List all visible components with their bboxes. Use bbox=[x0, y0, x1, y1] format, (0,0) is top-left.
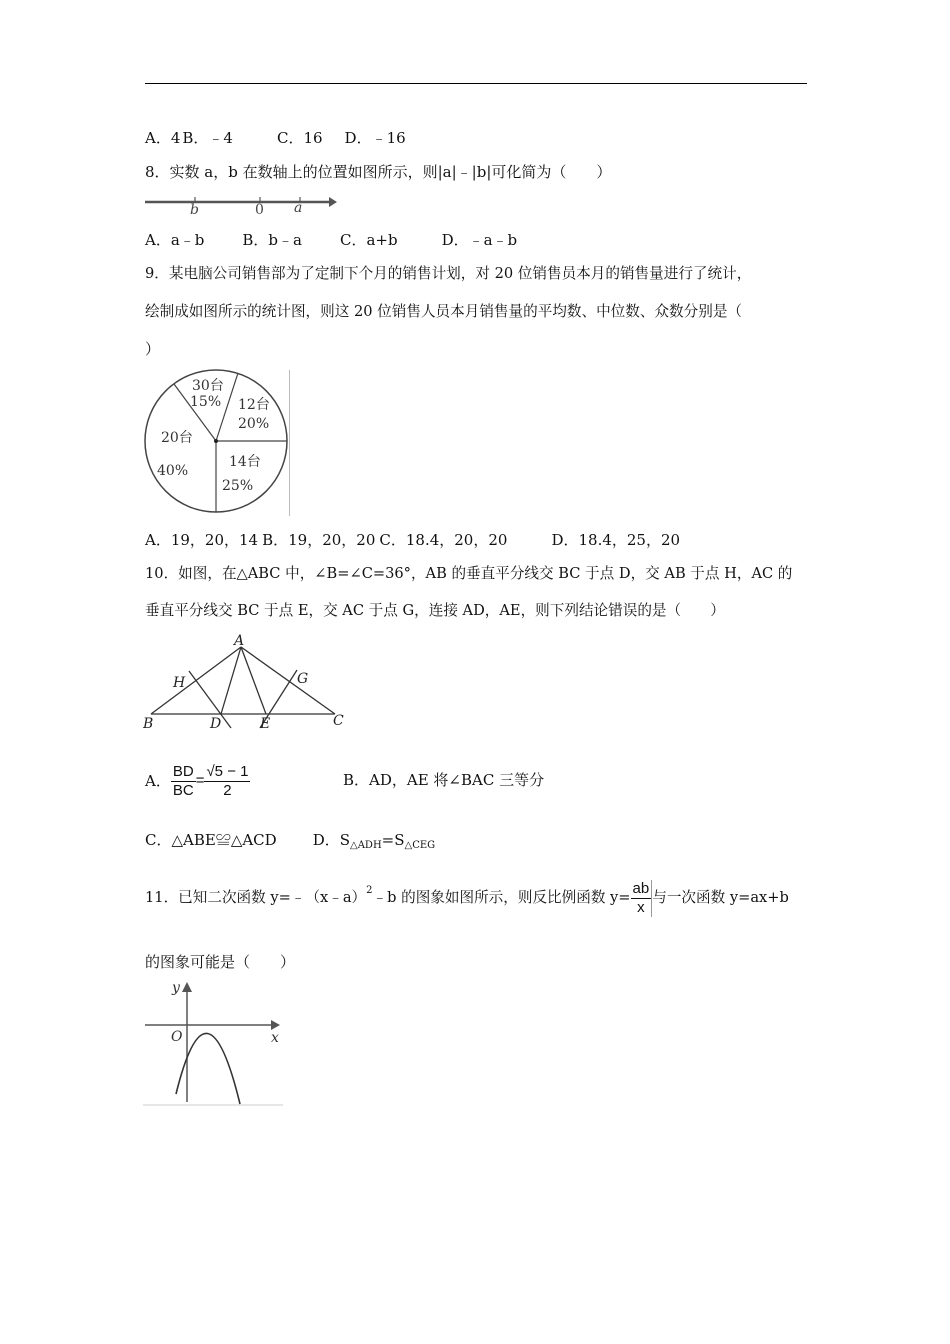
fraction-ab-x bbox=[631, 880, 653, 917]
label-b: b bbox=[190, 202, 199, 216]
root-numerator: √5 − 1 bbox=[206, 762, 249, 780]
q11-stem-part1: 11．已知二次函数 y=﹣（x﹣a） bbox=[145, 889, 367, 906]
parabola-curve bbox=[176, 1033, 240, 1104]
fraction-numerator: BD bbox=[172, 762, 194, 780]
q11-parabola-graph bbox=[143, 978, 285, 1108]
q10-option-d[interactable] bbox=[313, 831, 435, 849]
q8-options bbox=[145, 230, 517, 250]
label-H: H bbox=[173, 675, 186, 691]
q9-options bbox=[145, 530, 680, 550]
slice-30-units: 30台 bbox=[192, 378, 224, 394]
slice-14-pct: 25% bbox=[222, 478, 254, 494]
label-B: B bbox=[143, 716, 154, 732]
segment-ad bbox=[221, 647, 241, 714]
axis-arrow-icon bbox=[329, 197, 337, 207]
q9-figure-edge bbox=[289, 370, 290, 516]
x-axis-arrow-icon bbox=[271, 1020, 280, 1030]
q8-option-b[interactable]: B．b﹣a bbox=[242, 231, 302, 249]
fraction-bd-bc bbox=[171, 763, 196, 800]
root-denominator: 2 bbox=[223, 781, 232, 799]
q10-option-c[interactable]: C．△ABE≌△ACD bbox=[145, 831, 277, 849]
q7-option-d[interactable]: D．﹣16 bbox=[344, 129, 406, 147]
q8-option-a[interactable]: A．a﹣b bbox=[145, 231, 205, 249]
q9-option-a[interactable]: A．19，20，14 bbox=[145, 531, 259, 549]
q11-stem-part3: 与一次函数 y=ax+b bbox=[652, 889, 789, 906]
y-axis-arrow-icon bbox=[182, 982, 192, 992]
slice-30-pct: 15% bbox=[190, 394, 222, 410]
side-ac bbox=[241, 647, 335, 714]
q10-stem-line2: 垂直平分线交 BC 于点 E，交 AC 于点 G，连接 AD，AE，则下列结论错误的是（ ） bbox=[145, 602, 725, 619]
label-a: a bbox=[294, 200, 303, 216]
header-rule bbox=[145, 83, 807, 84]
q9-pie-chart bbox=[143, 368, 293, 518]
q11-exponent: 2 bbox=[366, 885, 373, 896]
q9-stem-line2: 绘制成如图所示的统计图，则这 20 位销售人员本月销售量的平均数、中位数、众数分别是（ bbox=[145, 303, 743, 320]
q11-stem-part2: ﹣b 的图象如图所示，则反比例函数 y= bbox=[372, 889, 631, 906]
q7-option-c[interactable]: C．16 bbox=[276, 129, 323, 147]
option-d-sub1: △ADH bbox=[350, 840, 382, 851]
q11-fraction-denominator: x bbox=[637, 898, 645, 916]
q7-option-a[interactable]: A．4 bbox=[145, 129, 181, 147]
slice-20-pct: 40% bbox=[157, 463, 189, 479]
q9-option-c[interactable]: C．18.4，20，20 bbox=[379, 531, 508, 549]
label-zero: 0 bbox=[255, 202, 264, 216]
label-D: D bbox=[210, 716, 222, 732]
q8-number-line bbox=[143, 192, 339, 216]
slice-12-units: 12台 bbox=[238, 397, 270, 413]
segment-ae bbox=[241, 647, 266, 714]
q8-option-d[interactable]: D．﹣a﹣b bbox=[441, 231, 518, 249]
slice-12-pct: 20% bbox=[238, 416, 270, 432]
q8-option-c[interactable]: C．a+b bbox=[339, 231, 398, 249]
option-d-prefix: D．S bbox=[312, 831, 351, 849]
label-E: E bbox=[260, 716, 271, 732]
label-G: G bbox=[297, 671, 309, 687]
q11-stem-line2: 的图象可能是（ ） bbox=[145, 953, 296, 971]
label-origin: O bbox=[171, 1029, 183, 1045]
slice-20-units: 20台 bbox=[161, 430, 193, 446]
q10-option-b[interactable]: B．AD，AE 将∠BAC 三等分 bbox=[343, 771, 545, 789]
q9-stem-line1: 9．某电脑公司销售部为了定制下个月的销售计划，对 20 位销售员本月的销售量进行了统计， bbox=[145, 265, 752, 282]
q11-stem-line1 bbox=[145, 876, 789, 920]
q10-triangle-figure bbox=[143, 633, 348, 733]
option-d-mid: =S bbox=[381, 831, 405, 849]
q9-option-d[interactable]: D．18.4，25，20 bbox=[551, 531, 681, 549]
option-a-prefix: A． bbox=[145, 772, 171, 790]
q10-options-cd bbox=[145, 830, 435, 856]
slice-14-units: 14台 bbox=[229, 454, 261, 470]
option-d-sub2: △CEG bbox=[404, 840, 436, 851]
q11-fraction-numerator: ab bbox=[632, 879, 650, 897]
q7-options bbox=[145, 128, 406, 148]
q8-stem: 8．实数 a，b 在数轴上的位置如图所示，则|a|﹣|b|可化简为（ ） bbox=[145, 163, 612, 181]
q10-stem-line1: 10．如图，在△ABC 中，∠B=∠C=36°，AB 的垂直平分线交 BC 于点 D，交 AB 于点 H，AC 的 bbox=[145, 565, 793, 582]
fraction-denominator: BC bbox=[172, 781, 194, 799]
pie-center bbox=[214, 439, 218, 443]
label-x: x bbox=[271, 1030, 279, 1046]
label-A: A bbox=[234, 633, 245, 649]
q7-option-b[interactable]: B．﹣4 bbox=[182, 129, 233, 147]
q10-option-a[interactable] bbox=[145, 758, 250, 802]
q9-stem-line3: ） bbox=[145, 340, 161, 358]
label-C: C bbox=[333, 713, 344, 729]
label-y: y bbox=[172, 980, 180, 996]
equals-sign: = bbox=[195, 772, 205, 789]
q9-option-b[interactable]: B．19，20，20 bbox=[262, 531, 376, 549]
fraction-root5 bbox=[204, 763, 250, 800]
